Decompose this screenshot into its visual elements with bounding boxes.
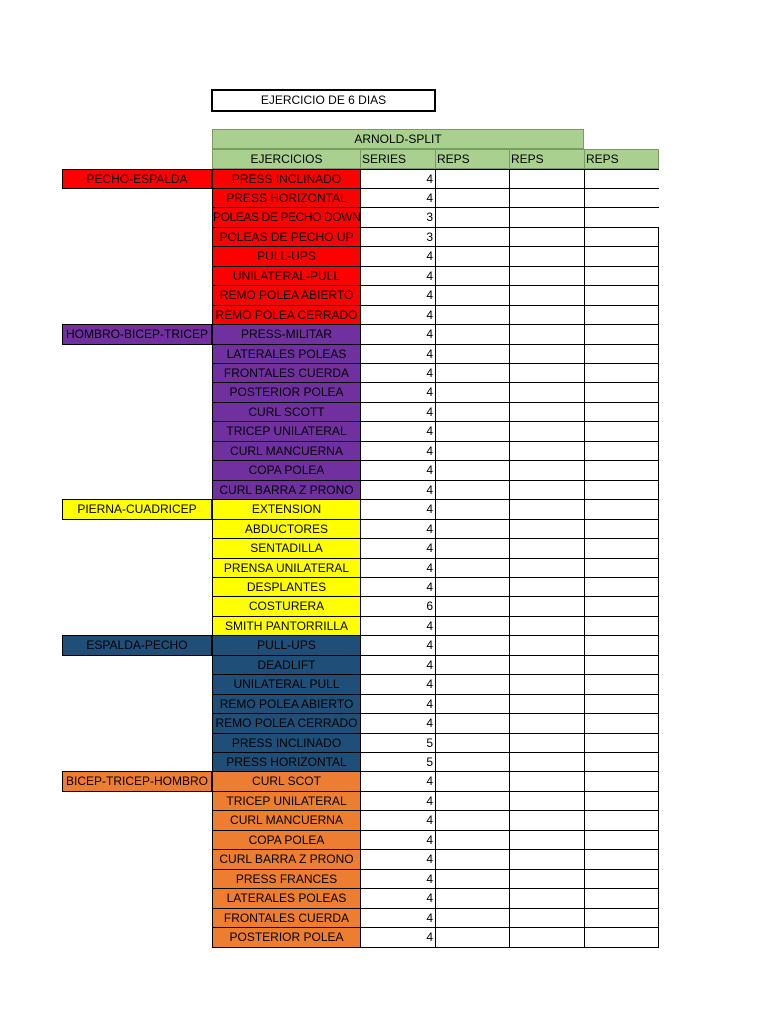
reps-cell[interactable] — [509, 596, 585, 617]
exercise-cell[interactable]: PRESS FRANCES — [212, 869, 361, 889]
column-header-reps[interactable]: REPS — [435, 149, 510, 169]
exercise-cell[interactable]: CURL BARRA Z PRONO — [212, 480, 361, 500]
series-cell[interactable]: 6 — [360, 596, 436, 617]
series-cell[interactable]: 4 — [360, 713, 436, 734]
exercise-cell[interactable]: PULL-UPS — [212, 635, 361, 656]
reps-cell[interactable] — [509, 188, 585, 208]
reps-cell[interactable] — [435, 441, 510, 461]
exercise-cell[interactable]: POSTERIOR POLEA — [212, 927, 361, 948]
reps-cell[interactable] — [435, 791, 510, 811]
reps-cell[interactable] — [509, 344, 585, 364]
exercise-cell[interactable]: LATERALES POLEAS — [212, 344, 361, 364]
exercise-cell[interactable]: UNILATERAL-PULL — [212, 266, 361, 286]
series-cell[interactable]: 3 — [360, 207, 436, 228]
reps-cell[interactable] — [584, 285, 659, 306]
reps-cell[interactable] — [509, 616, 585, 636]
reps-cell[interactable] — [435, 655, 510, 675]
reps-cell[interactable] — [509, 771, 585, 792]
reps-cell[interactable] — [509, 285, 585, 306]
exercise-cell[interactable]: DEADLIFT — [212, 655, 361, 675]
reps-cell[interactable] — [584, 713, 659, 734]
reps-cell[interactable] — [509, 694, 585, 714]
reps-cell[interactable] — [435, 694, 510, 714]
reps-cell[interactable] — [584, 908, 659, 928]
reps-cell[interactable] — [584, 635, 659, 656]
reps-cell[interactable] — [435, 616, 510, 636]
exercise-cell[interactable]: UNILATERAL PULL — [212, 674, 361, 695]
series-cell[interactable]: 4 — [360, 169, 436, 189]
exercise-cell[interactable]: LATERALES POLEAS — [212, 888, 361, 909]
exercise-cell[interactable]: FRONTALES CUERDA — [212, 908, 361, 928]
reps-cell[interactable] — [435, 927, 510, 948]
exercise-cell[interactable]: SMITH PANTORRILLA — [212, 616, 361, 636]
series-cell[interactable]: 4 — [360, 577, 436, 597]
reps-cell[interactable] — [435, 499, 510, 520]
exercise-cell[interactable]: COPA POLEA — [212, 830, 361, 850]
exercise-cell[interactable]: CURL SCOT — [212, 771, 361, 792]
reps-cell[interactable] — [435, 674, 510, 695]
exercise-cell[interactable]: DESPLANTES — [212, 577, 361, 597]
reps-cell[interactable] — [435, 771, 510, 792]
exercise-cell[interactable]: PRESS-MILITAR — [212, 324, 361, 345]
reps-cell[interactable] — [584, 694, 659, 714]
column-header-reps[interactable]: REPS — [584, 149, 659, 169]
reps-cell[interactable] — [584, 791, 659, 811]
series-cell[interactable]: 4 — [360, 810, 436, 831]
reps-cell[interactable] — [435, 421, 510, 442]
reps-cell[interactable] — [584, 538, 659, 559]
exercise-cell[interactable]: POLEAS DE PECHO UP — [212, 227, 361, 247]
series-cell[interactable]: 4 — [360, 246, 436, 267]
reps-cell[interactable] — [435, 460, 510, 481]
series-cell[interactable]: 4 — [360, 285, 436, 306]
reps-cell[interactable] — [584, 519, 659, 539]
series-cell[interactable]: 4 — [360, 382, 436, 403]
reps-cell[interactable] — [435, 519, 510, 539]
series-cell[interactable]: 4 — [360, 499, 436, 520]
column-header-series[interactable]: SERIES — [360, 149, 436, 169]
group-label[interactable]: PECHO-ESPALDA — [62, 169, 212, 189]
series-cell[interactable]: 5 — [360, 733, 436, 753]
reps-cell[interactable] — [435, 538, 510, 559]
reps-cell[interactable] — [584, 169, 659, 189]
reps-cell[interactable] — [435, 324, 510, 345]
reps-cell[interactable] — [584, 810, 659, 831]
reps-cell[interactable] — [584, 460, 659, 481]
reps-cell[interactable] — [584, 207, 659, 228]
reps-cell[interactable] — [584, 382, 659, 403]
series-cell[interactable]: 4 — [360, 908, 436, 928]
exercise-cell[interactable]: REMO POLEA CERRADO — [212, 713, 361, 734]
reps-cell[interactable] — [509, 849, 585, 870]
series-cell[interactable]: 4 — [360, 791, 436, 811]
reps-cell[interactable] — [584, 421, 659, 442]
series-cell[interactable]: 4 — [360, 188, 436, 208]
group-label[interactable]: ESPALDA-PECHO — [62, 635, 212, 656]
reps-cell[interactable] — [509, 538, 585, 559]
reps-cell[interactable] — [435, 810, 510, 831]
series-cell[interactable]: 4 — [360, 771, 436, 792]
reps-cell[interactable] — [509, 246, 585, 267]
reps-cell[interactable] — [584, 266, 659, 286]
series-cell[interactable]: 4 — [360, 674, 436, 695]
series-cell[interactable]: 4 — [360, 616, 436, 636]
reps-cell[interactable] — [509, 888, 585, 909]
reps-cell[interactable] — [509, 733, 585, 753]
reps-cell[interactable] — [435, 402, 510, 422]
exercise-cell[interactable]: CURL MANCUERNA — [212, 441, 361, 461]
reps-cell[interactable] — [584, 771, 659, 792]
exercise-cell[interactable]: REMO POLEA CERRADO — [212, 305, 361, 325]
group-label[interactable]: HOMBRO-BICEP-TRICEP — [62, 324, 212, 345]
exercise-cell[interactable]: SENTADILLA — [212, 538, 361, 559]
exercise-cell[interactable]: PRENSA UNILATERAL — [212, 558, 361, 578]
reps-cell[interactable] — [584, 227, 659, 247]
reps-cell[interactable] — [435, 480, 510, 500]
reps-cell[interactable] — [584, 869, 659, 889]
reps-cell[interactable] — [509, 499, 585, 520]
reps-cell[interactable] — [509, 674, 585, 695]
reps-cell[interactable] — [509, 519, 585, 539]
series-cell[interactable]: 4 — [360, 635, 436, 656]
reps-cell[interactable] — [435, 227, 510, 247]
reps-cell[interactable] — [584, 888, 659, 909]
series-cell[interactable]: 4 — [360, 888, 436, 909]
reps-cell[interactable] — [584, 558, 659, 578]
reps-cell[interactable] — [584, 616, 659, 636]
reps-cell[interactable] — [584, 927, 659, 948]
reps-cell[interactable] — [509, 207, 585, 228]
reps-cell[interactable] — [584, 499, 659, 520]
series-cell[interactable]: 5 — [360, 752, 436, 772]
reps-cell[interactable] — [435, 188, 510, 208]
exercise-cell[interactable]: TRICEP UNILATERAL — [212, 421, 361, 442]
exercise-cell[interactable]: POLEAS DE PECHO DOWN — [212, 207, 361, 228]
group-label[interactable]: BICEP-TRICEP-HOMBRO — [62, 771, 212, 792]
exercise-cell[interactable]: PRESS HORIZONTAL — [212, 752, 361, 772]
reps-cell[interactable] — [435, 733, 510, 753]
reps-cell[interactable] — [435, 830, 510, 850]
reps-cell[interactable] — [435, 382, 510, 403]
series-cell[interactable]: 4 — [360, 519, 436, 539]
series-cell[interactable]: 4 — [360, 402, 436, 422]
series-cell[interactable]: 4 — [360, 266, 436, 286]
exercise-cell[interactable]: FRONTALES CUERDA — [212, 363, 361, 383]
series-cell[interactable]: 4 — [360, 558, 436, 578]
reps-cell[interactable] — [509, 577, 585, 597]
exercise-cell[interactable]: CURL SCOTT — [212, 402, 361, 422]
reps-cell[interactable] — [584, 733, 659, 753]
reps-cell[interactable] — [435, 869, 510, 889]
reps-cell[interactable] — [435, 635, 510, 656]
series-cell[interactable]: 4 — [360, 849, 436, 870]
exercise-cell[interactable]: COPA POLEA — [212, 460, 361, 481]
series-cell[interactable]: 3 — [360, 227, 436, 247]
series-cell[interactable]: 4 — [360, 830, 436, 850]
series-cell[interactable]: 4 — [360, 869, 436, 889]
reps-cell[interactable] — [509, 460, 585, 481]
reps-cell[interactable] — [509, 227, 585, 247]
exercise-cell[interactable]: CURL MANCUERNA — [212, 810, 361, 831]
series-cell[interactable]: 4 — [360, 655, 436, 675]
series-cell[interactable]: 4 — [360, 363, 436, 383]
reps-cell[interactable] — [509, 635, 585, 656]
exercise-cell[interactable]: PRESS HORIZONTAL — [212, 188, 361, 208]
group-label[interactable]: PIERNA-CUADRICEP — [62, 499, 212, 520]
reps-cell[interactable] — [509, 324, 585, 345]
reps-cell[interactable] — [509, 266, 585, 286]
exercise-cell[interactable]: TRICEP UNILATERAL — [212, 791, 361, 811]
exercise-cell[interactable]: EXTENSION — [212, 499, 361, 520]
exercise-cell[interactable]: PRESS INCLINADO — [212, 733, 361, 753]
reps-cell[interactable] — [584, 246, 659, 267]
exercise-cell[interactable]: PULL-UPS — [212, 246, 361, 267]
reps-cell[interactable] — [435, 577, 510, 597]
reps-cell[interactable] — [509, 830, 585, 850]
reps-cell[interactable] — [584, 849, 659, 870]
reps-cell[interactable] — [509, 363, 585, 383]
reps-cell[interactable] — [584, 596, 659, 617]
reps-cell[interactable] — [584, 344, 659, 364]
series-cell[interactable]: 4 — [360, 538, 436, 559]
reps-cell[interactable] — [509, 421, 585, 442]
reps-cell[interactable] — [509, 908, 585, 928]
exercise-cell[interactable]: CURL BARRA Z PRONO — [212, 849, 361, 870]
reps-cell[interactable] — [584, 752, 659, 772]
series-cell[interactable]: 4 — [360, 480, 436, 500]
reps-cell[interactable] — [509, 655, 585, 675]
reps-cell[interactable] — [509, 441, 585, 461]
reps-cell[interactable] — [584, 363, 659, 383]
reps-cell[interactable] — [435, 305, 510, 325]
reps-cell[interactable] — [584, 674, 659, 695]
reps-cell[interactable] — [435, 207, 510, 228]
exercise-cell[interactable]: ABDUCTORES — [212, 519, 361, 539]
reps-cell[interactable] — [509, 305, 585, 325]
reps-cell[interactable] — [435, 713, 510, 734]
reps-cell[interactable] — [509, 869, 585, 889]
reps-cell[interactable] — [509, 927, 585, 948]
series-cell[interactable]: 4 — [360, 421, 436, 442]
column-header-ejercicios[interactable]: EJERCICIOS — [212, 149, 361, 169]
reps-cell[interactable] — [509, 382, 585, 403]
reps-cell[interactable] — [584, 324, 659, 345]
reps-cell[interactable] — [509, 791, 585, 811]
reps-cell[interactable] — [584, 441, 659, 461]
reps-cell[interactable] — [509, 169, 585, 189]
reps-cell[interactable] — [435, 849, 510, 870]
reps-cell[interactable] — [435, 908, 510, 928]
exercise-cell[interactable]: REMO POLEA ABIERTO — [212, 694, 361, 714]
series-cell[interactable]: 4 — [360, 344, 436, 364]
reps-cell[interactable] — [435, 344, 510, 364]
sheet-title[interactable]: EJERCICIO DE 6 DIAS — [211, 89, 436, 112]
reps-cell[interactable] — [584, 577, 659, 597]
reps-cell[interactable] — [435, 363, 510, 383]
reps-cell[interactable] — [435, 169, 510, 189]
reps-cell[interactable] — [435, 888, 510, 909]
series-cell[interactable]: 4 — [360, 441, 436, 461]
reps-cell[interactable] — [435, 285, 510, 306]
reps-cell[interactable] — [509, 402, 585, 422]
series-cell[interactable]: 4 — [360, 305, 436, 325]
reps-cell[interactable] — [435, 596, 510, 617]
reps-cell[interactable] — [435, 752, 510, 772]
exercise-cell[interactable]: COSTURERA — [212, 596, 361, 617]
series-cell[interactable]: 4 — [360, 460, 436, 481]
reps-cell[interactable] — [509, 558, 585, 578]
exercise-cell[interactable]: POSTERIOR POLEA — [212, 382, 361, 403]
series-cell[interactable]: 4 — [360, 694, 436, 714]
reps-cell[interactable] — [509, 752, 585, 772]
exercise-cell[interactable]: REMO POLEA ABIERTO — [212, 285, 361, 306]
reps-cell[interactable] — [584, 188, 659, 208]
reps-cell[interactable] — [584, 655, 659, 675]
reps-cell[interactable] — [584, 480, 659, 500]
reps-cell[interactable] — [509, 810, 585, 831]
reps-cell[interactable] — [509, 480, 585, 500]
series-cell[interactable]: 4 — [360, 927, 436, 948]
reps-cell[interactable] — [584, 402, 659, 422]
series-cell[interactable]: 4 — [360, 324, 436, 345]
reps-cell[interactable] — [509, 713, 585, 734]
reps-cell[interactable] — [584, 305, 659, 325]
reps-cell[interactable] — [435, 266, 510, 286]
column-header-reps[interactable]: REPS — [509, 149, 585, 169]
reps-cell[interactable] — [435, 558, 510, 578]
reps-cell[interactable] — [584, 830, 659, 850]
split-title[interactable]: ARNOLD-SPLIT — [212, 129, 584, 149]
reps-cell[interactable] — [435, 246, 510, 267]
exercise-cell[interactable]: PRESS INCLINADO — [212, 169, 361, 189]
